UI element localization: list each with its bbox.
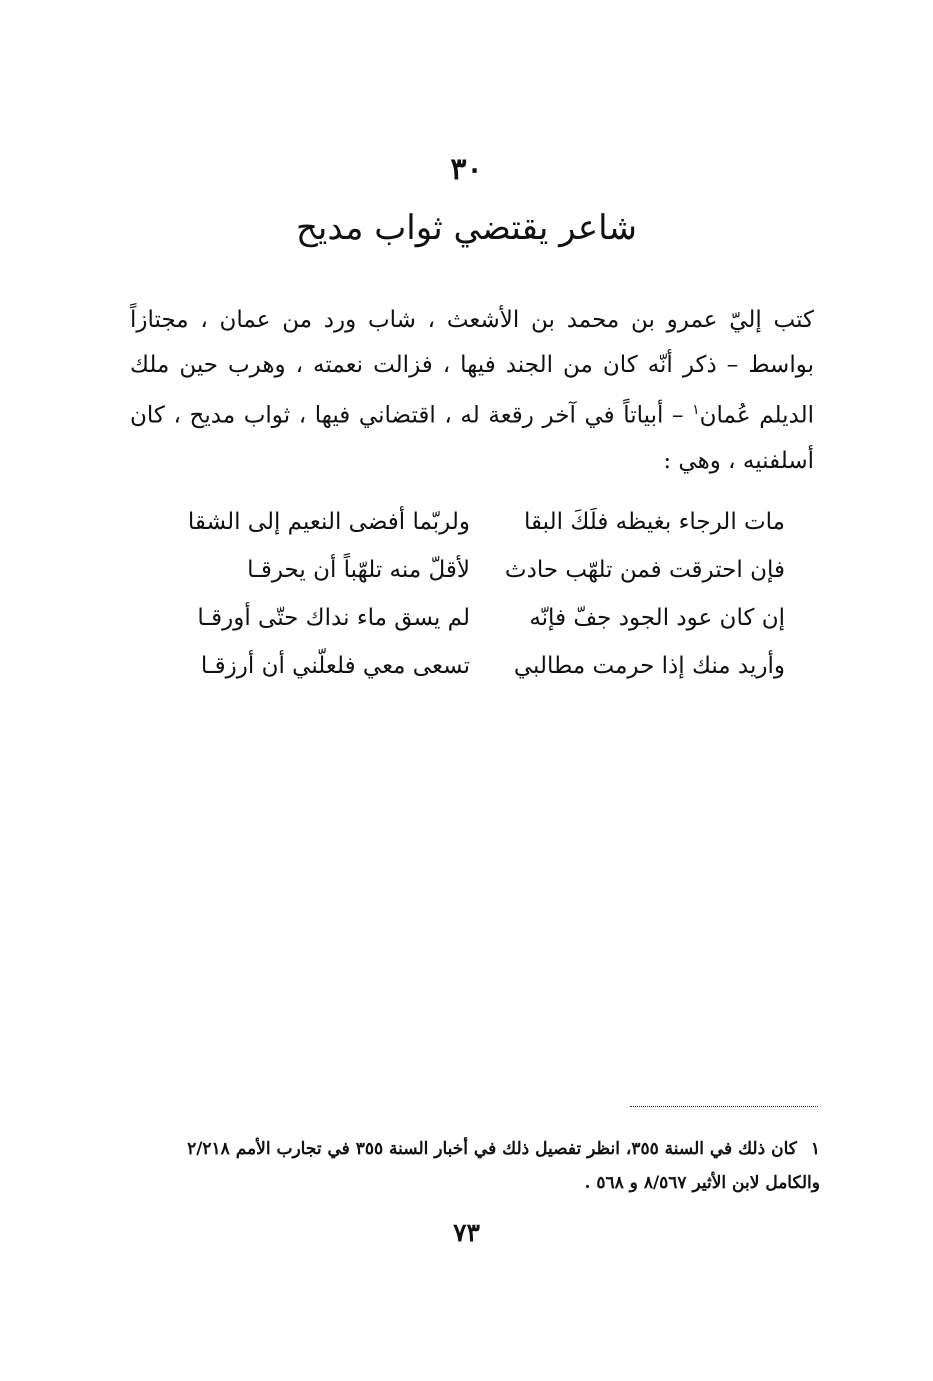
verse-first-hemistich: إن كان عود الجود جفّ فإنّه: [529, 605, 785, 631]
poem-verse: [150, 594, 785, 642]
verse-first-hemistich: وأريد منك إذا حرمت مطالبي: [513, 653, 785, 679]
verse-first-hemistich: مات الرجاء بغيظه فلَكَ البقا: [524, 509, 785, 535]
verse-second-hemistich: لأقلّ منه تلهّباً أن يحرقـا: [247, 557, 470, 583]
intro-text-after-note: – أبياتاً في آخر رقعة له ، اقتضاني فيها ، ثواب مديح ، كان أسلفنيه ، وهي :: [130, 402, 814, 474]
poem-verse: [150, 498, 785, 546]
intro-paragraph: [130, 298, 814, 484]
verse-second-hemistich: لم يسق ماء نداك حتّى أورقـا: [197, 605, 470, 631]
footnote-text: كان ذلك في السنة ٣٥٥، انظر تفصيل ذلك في أخبار السنة ٣٥٥ في تجارب الأمم ٢/٢١٨ والكامل لابن الأثير ٨/٥٦٧ و ٥٦٨ .: [187, 1139, 820, 1193]
poem-verse: [150, 642, 785, 690]
footnote-reference: ١: [692, 402, 700, 418]
chapter-title: شاعر يقتضي ثواب مديح: [295, 208, 637, 248]
verse-first-hemistich: فإن احترقت فمن تلهّب حادث: [504, 557, 785, 583]
chapter-number: ٣٠: [450, 152, 483, 187]
footnote-divider: [630, 1106, 818, 1107]
verse-second-hemistich: ولربّما أفضى النعيم إلى الشقا: [187, 509, 470, 535]
intro-text-before-note: كتب إليّ عمرو بن محمد بن الأشعث ، شاب ورد من عمان ، مجتازاً بواسط – ذكر أنّه كان من الجند فيها ، فزالت نعمته ، وهرب حين ملك الديلم عُمان: [130, 307, 814, 429]
verse-second-hemistich: تسعى معي فلعلّني أن أرزقـا: [200, 653, 470, 679]
footnote-marker: ١: [810, 1139, 820, 1159]
page-number: ٧٣: [453, 1218, 480, 1247]
footnote: [140, 1132, 820, 1200]
poem-verse: [150, 546, 785, 594]
poem: [150, 498, 785, 690]
